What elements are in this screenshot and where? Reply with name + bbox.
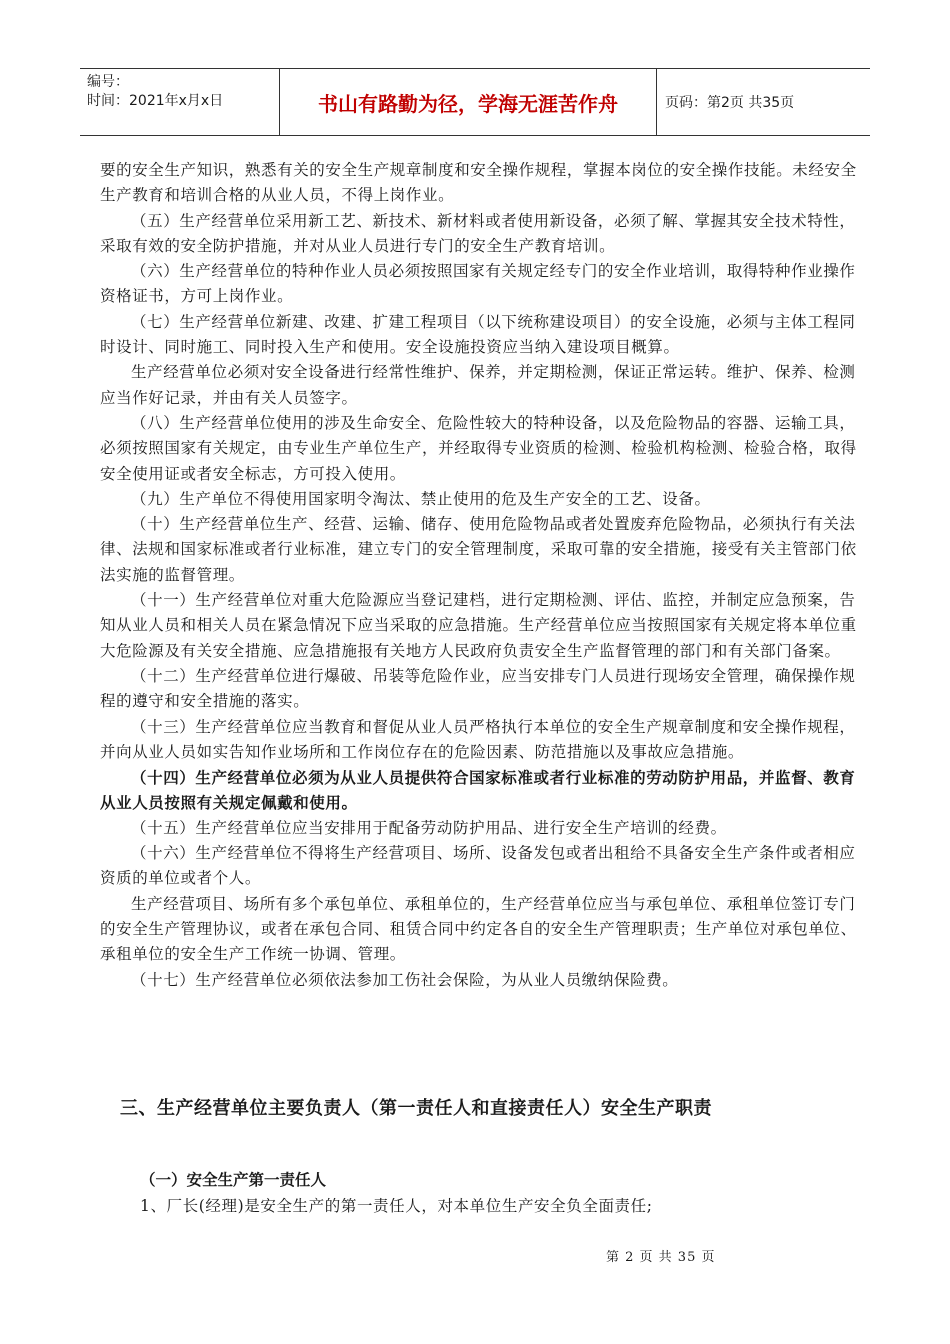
section-title: 三、生产经营单位主要负责人（第一责任人和直接责任人）安全生产职责 [120,1098,712,1119]
paragraph: （九）生产单位不得使用国家明令淘汰、禁止使用的危及生产安全的工艺、设备。 [131,489,711,508]
header-meta [80,69,280,135]
paragraph: 生产经营单位必须对安全设备进行经常性维护、保养，并定期检测，保证正常运转。维护、保养、检测应当作好记录，并由有关人员签字。 [100,363,856,407]
document-date: 时间：2021年x月x日 [87,93,224,109]
paragraph: （八）生产经营单位使用的涉及生命安全、危险性较大的特种设备，以及危险物品的容器、运输工具，必须按照国家有关规定，由专业生产单位生产，并经取得专业资质的检测、检验机构检测、检验合格，取得安全使用证或者安全标志，方可投入使用。 [100,413,857,483]
header-motto: 书山有路勤为径，学海无涯苦作舟 [280,69,657,135]
document-body [100,158,860,993]
list-item: 1、厂长(经理)是安全生产的第一责任人，对本单位生产安全负全面责任; [140,1197,653,1215]
paragraph: （十一）生产经营单位对重大危险源应当登记建档，进行定期检测、评估、监控，并制定应急预案，告知从业人员和相关人员在紧急情况下应当采取的应急措施。生产经营单位应当按照国家有关规定将本单位重大危险源及有关安全措施、应急措施报有关地方人民政府负责安全生产监督管理的部门和有关部门备案。 [100,591,857,660]
paragraph: （十三）生产经营单位应当教育和督促从业人员严格执行本单位的安全生产规章制度和安全操作规程，并向从业人员如实告知作业场所和工作岗位存在的危险因素、防范措施以及事故应急措施。 [100,717,856,761]
paragraph: （五）生产经营单位采用新工艺、新技术、新材料或者使用新设备，必须了解、掌握其安全技术特性，采取有效的安全防护措施，并对从业人员进行专门的安全生产教育培训。 [100,211,856,255]
page-footer: 第 2 页 共 35 页 [606,1250,716,1265]
paragraph: （十七）生产经营单位必须依法参加工伤社会保险，为从业人员缴纳保险费。 [131,970,679,989]
header-page-info: 页码：第2页 共35页 [665,95,795,111]
paragraph: （十）生产经营单位生产、经营、运输、储存、使用危险物品或者处置废弃危险物品，必须执行有关法律、法规和国家标准或者行业标准，建立专门的安全管理制度，采取可靠的安全措施，接受有关主管部门依法实施的监督管理。 [100,515,857,584]
document-number-label: 编号： [87,74,129,90]
paragraph: （十四）生产经营单位必须为从业人员提供符合国家标准或者行业标准的劳动防护用品，并监督、教育从业人员按照有关规定佩戴和使用。 [100,768,856,813]
paragraph: （十二）生产经营单位进行爆破、吊装等危险作业，应当安排专门人员进行现场安全管理，确保操作规程的遵守和安全措施的落实。 [100,666,856,711]
paragraph: （十六）生产经营单位不得将生产经营项目、场所、设备发包或者出租给不具备安全生产条件或者相应资质的单位或者个人。 [100,844,856,888]
paragraph: （七）生产经营单位新建、改建、扩建工程项目（以下统称建设项目）的安全设施，必须与主体工程同时设计、同时施工、同时投入生产和使用。安全设施投资应当纳入建设项目概算。 [100,312,856,357]
paragraph: 生产经营项目、场所有多个承包单位、承租单位的，生产经营单位应当与承包单位、承租单位签订专门的安全生产管理协议，或者在承包合同、租赁合同中约定各自的安全生产管理职责；生产单位对承包单位、承租单位的安全生产工作统一协调、管理。 [100,894,857,964]
paragraph: 要的安全生产知识，熟悉有关的安全生产规章制度和安全操作规程，掌握本岗位的安全操作技能。未经安全生产教育和培训合格的从业人员，不得上岗作业。 [100,161,857,205]
page-header [80,68,870,136]
paragraph: （十五）生产经营单位应当安排用于配备劳动防护用品、进行安全生产培训的经费。 [131,818,727,837]
paragraph: （六）生产经营单位的特种作业人员必须按照国家有关规定经专门的安全作业培训，取得特种作业操作资格证书，方可上岗作业。 [100,262,856,306]
subsection-title: （一）安全生产第一责任人 [140,1171,327,1189]
